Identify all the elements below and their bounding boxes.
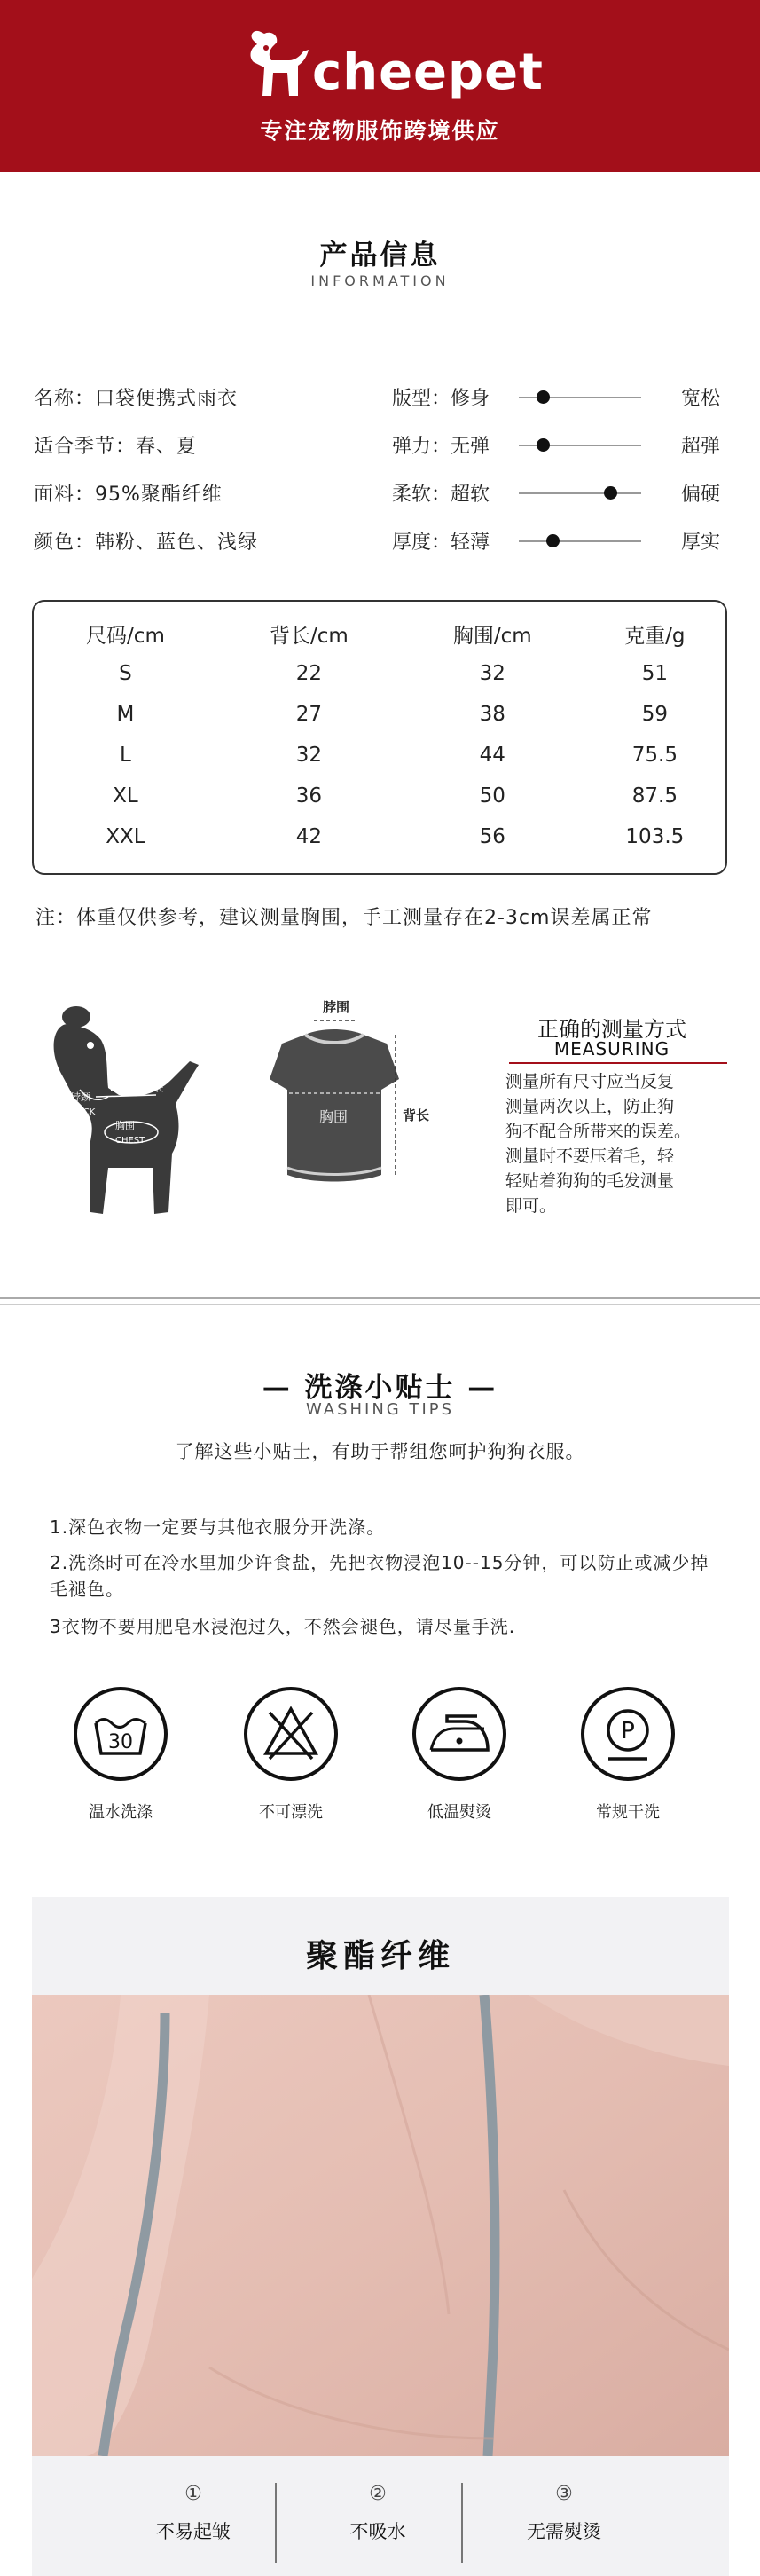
brand-slogan: 专注宠物服饰跨境供应 [260,118,500,144]
brand-name: cheepet [312,43,544,101]
shirt-silhouette-icon [270,1020,399,1182]
wash-label: 常规干洗 [596,1803,660,1822]
cell-chest: 44 [479,744,505,767]
feature-label: 不吸水 [349,2521,406,2542]
info-colors: 颜色：韩粉、蓝色、浅绿 [34,532,259,554]
feature-number: ① [184,2483,202,2505]
dry-clean-p-icon [580,1686,676,1782]
cell-back: 27 [295,703,322,726]
scale-softness-label: 柔软：超软 [392,484,490,506]
feature-number: ② [369,2483,387,2505]
cell-size: L [120,744,131,767]
header-back-length: 背长/cm [269,624,349,648]
product-info-subtitle: INFORMATION [310,272,450,289]
dog-logo-icon [241,27,312,106]
scale-thickness-label: 厚度：轻薄 [392,532,490,554]
measuring-line: 即可。 [505,1196,557,1216]
size-note: 注：体重仅供参考，建议测量胸围，手工测量存在2-3cm误差属正常 [35,907,653,929]
fabric-section [32,1897,729,2576]
dog-chest-en: CHEST [115,1136,145,1146]
table-row [34,653,725,694]
size-table [32,600,727,875]
cell-back: 32 [295,744,322,767]
scale-elasticity-label: 弹力：无弹 [392,436,490,458]
washing-tip: 3衣物不要用肥皂水浸泡过久，不然会褪色，请尽量手洗. [50,1616,516,1637]
dog-length-label: LENGTH背长 [110,1084,164,1094]
cell-size: XL [113,784,138,807]
scale-fit-end: 宽松 [681,388,721,410]
scale-elasticity [392,431,727,458]
table-row [34,816,725,857]
brand-logo [241,20,544,108]
feature-label: 无需熨烫 [527,2521,601,2542]
wash-label: 低温熨烫 [427,1803,491,1822]
feature-no-absorb [289,2483,466,2544]
feature-separator [461,2483,463,2563]
table-row [34,694,725,735]
header-size: 尺码/cm [86,624,165,648]
size-table-header [34,614,725,653]
cell-weight: 51 [641,662,668,685]
cell-size: S [119,662,132,685]
cell-weight: 103.5 [625,825,685,848]
cell-weight: 87.5 [631,784,678,807]
cell-weight: 59 [641,703,668,726]
iron-low-icon [411,1686,507,1782]
cell-chest: 50 [479,784,505,807]
section-divider [0,1297,760,1299]
header-chest: 胸围/cm [452,624,532,648]
fabric-closeup-photo [32,1995,729,2456]
feature-number: ③ [555,2483,573,2505]
washing-tip: 1.深色衣物一定要与其他衣服分开洗涤。 [50,1516,386,1538]
measuring-instructions [505,1069,727,1218]
scale-knob [546,534,560,547]
no-bleach-icon [243,1686,339,1782]
wash-30-icon [73,1686,168,1782]
scale-elasticity-end: 超弹 [681,436,721,458]
product-info-title: 产品信息 [319,240,441,272]
dog-neck-en: NECK [71,1107,96,1117]
feature-label: 不易起皱 [156,2521,231,2542]
scale-softness [392,479,727,506]
scale-knob [537,438,550,452]
washing-tip: 2.洗涤时可在冷水里加少许食盐，先把衣物浸泡10--15分钟，可以防止或减少掉毛褪色。 [50,1552,709,1600]
info-season: 适合季节：春、夏 [34,436,198,458]
shirt-back-label: 背长 [403,1107,430,1123]
washing-tips-title: — 洗涤小贴士 — [262,1372,498,1404]
cell-size: M [116,703,135,726]
fabric-title: 聚酯纤维 [305,1938,455,1974]
dog-chest-cn: 胸围 [115,1120,135,1131]
cell-chest: 38 [479,703,505,726]
scale-fit-label: 版型：修身 [392,388,490,410]
feature-separator [275,2483,277,2563]
scale-softness-end: 偏硬 [681,484,721,506]
dog-neck-cn: 脖颈 [71,1091,90,1103]
measuring-subtitle: MEASURING [553,1038,670,1060]
info-name: 名称：口袋便携式雨衣 [34,388,239,410]
measuring-underline [509,1062,727,1064]
measuring-line: 狗不配合所带来的误差。 [505,1122,692,1141]
washing-tips-subtitle: WASHING TIPS [305,1400,455,1419]
table-row [34,735,725,776]
scale-thickness-end: 厚实 [681,532,721,554]
cell-back: 36 [295,784,322,807]
cell-weight: 75.5 [631,744,678,767]
scale-knob [604,486,617,500]
measurement-diagram [39,990,491,1248]
measuring-line: 测量两次以上，防止狗 [505,1097,675,1116]
brand-header [0,0,760,172]
info-fabric: 面料：95%聚酯纤维 [34,484,223,506]
measuring-title: 正确的测量方式 [537,1017,686,1042]
washing-tips-intro: 了解这些小贴士，有助于帮组您呵护狗狗衣服。 [175,1441,585,1462]
shirt-chest-label: 胸围 [319,1108,349,1125]
scale-knob [537,390,550,404]
feature-no-wrinkle [105,2483,282,2544]
scale-track [519,540,641,542]
measuring-line: 测量所有尺寸应当反复 [505,1072,675,1091]
wash-temp-text: 30 [108,1731,133,1753]
dry-clean-letter: P [621,1718,635,1745]
cell-chest: 32 [479,662,505,685]
cell-size: XXL [106,825,145,848]
scale-fit [392,383,727,410]
scale-track [519,492,641,494]
table-row [34,776,725,816]
scale-thickness [392,527,727,554]
wash-label: 不可漂洗 [259,1803,323,1822]
shirt-neck-label: 脖围 [323,999,350,1015]
wash-label: 温水洗涤 [89,1803,153,1822]
feature-no-iron [475,2483,653,2544]
measuring-line: 测量时不要压着毛，轻 [505,1146,675,1166]
section-divider [0,1304,760,1305]
cell-back: 42 [295,825,322,848]
header-weight: 克重/g [624,624,686,648]
cell-chest: 56 [479,825,505,848]
measuring-line: 轻贴着狗狗的毛发测量 [505,1171,675,1191]
cell-back: 22 [295,662,322,685]
